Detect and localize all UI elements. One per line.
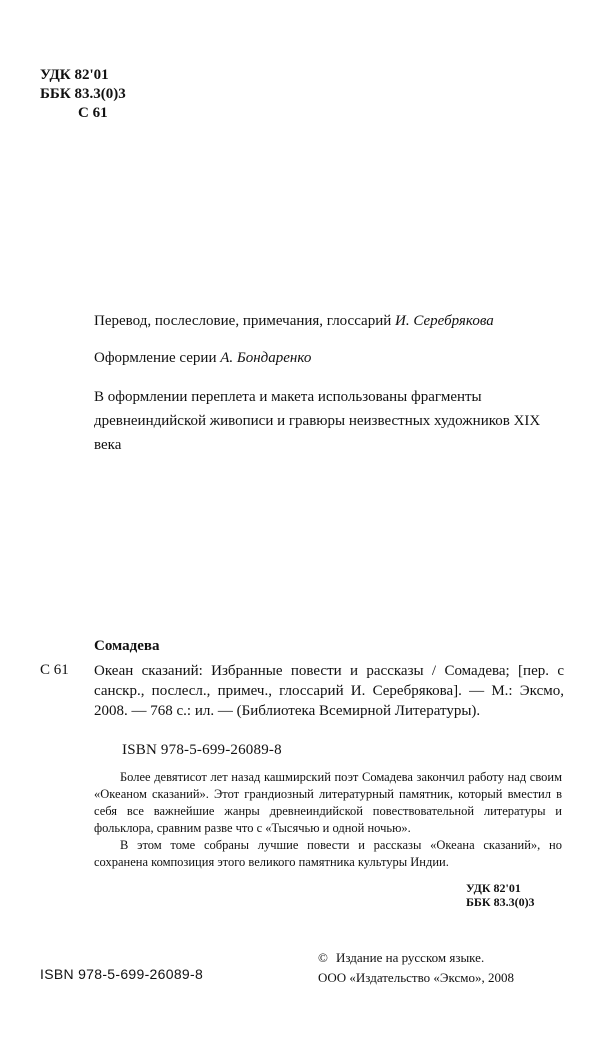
copyright-block: [318, 948, 514, 988]
bbk-code: ББК 83.3(0)3: [40, 86, 126, 102]
translation-label: Перевод, послесловие, примечания, глоссарий: [94, 313, 392, 329]
designer-name: А. Бондаренко: [220, 350, 312, 366]
catalog-codes: [466, 881, 535, 909]
copyright-icon: ©: [318, 950, 328, 965]
edition-note: Издание на русском языке.: [336, 950, 485, 965]
udk-code: УДК 82'01: [40, 67, 109, 83]
translation-credit: [94, 310, 494, 332]
catalog-udk: УДК 82'01: [466, 881, 521, 895]
footer-isbn: ISBN 978-5-699-26089-8: [40, 966, 204, 982]
bibliographic-description: Океан сказаний: Избранные повести и рассказы / Сомадева; [пер. с санскр., послесл., примеч., глоссарий И. Серебрякова]. — М.: Эксмо, 2008. — 768 с.: ил. — (Библиотека Всемирной Литературы).: [94, 663, 564, 719]
design-label: Оформление серии: [94, 350, 217, 366]
annotation-paragraph: В этом томе собраны лучшие повести и рассказы «Океана сказаний», но сохранена композиция этого великого памятника культуры Индии.: [94, 838, 562, 869]
annotation-paragraph: Более девятисот лет назад кашмирский поэт Сомадева закончил работу над своим «Океаном сказаний». Этот грандиозный литературный памятник, который вместил в себя все важнейшие жанры древнеиндийской повествовательной литературы и фольклора, сравним разве что с «Тысячью и одной ночью».: [94, 770, 562, 835]
translator-name: И. Серебрякова: [395, 313, 494, 329]
illustration-note: В оформлении переплета и макета использованы фрагменты древнеиндийской живописи и гравюры неизвестных художников XIX века: [94, 389, 541, 453]
catalog-author: Сомадева: [94, 638, 160, 654]
catalog-isbn: ISBN 978-5-699-26089-8: [122, 742, 282, 758]
design-credit: [94, 347, 311, 369]
shelf-code: С 61: [78, 105, 108, 121]
classification-codes: [40, 66, 126, 123]
catalog-bbk: ББК 83.3(0)3: [466, 895, 535, 909]
publisher-line: ООО «Издательство «Эксмо», 2008: [318, 970, 514, 985]
catalog-shelf-code: С 61: [40, 662, 69, 678]
annotation: [94, 769, 562, 871]
